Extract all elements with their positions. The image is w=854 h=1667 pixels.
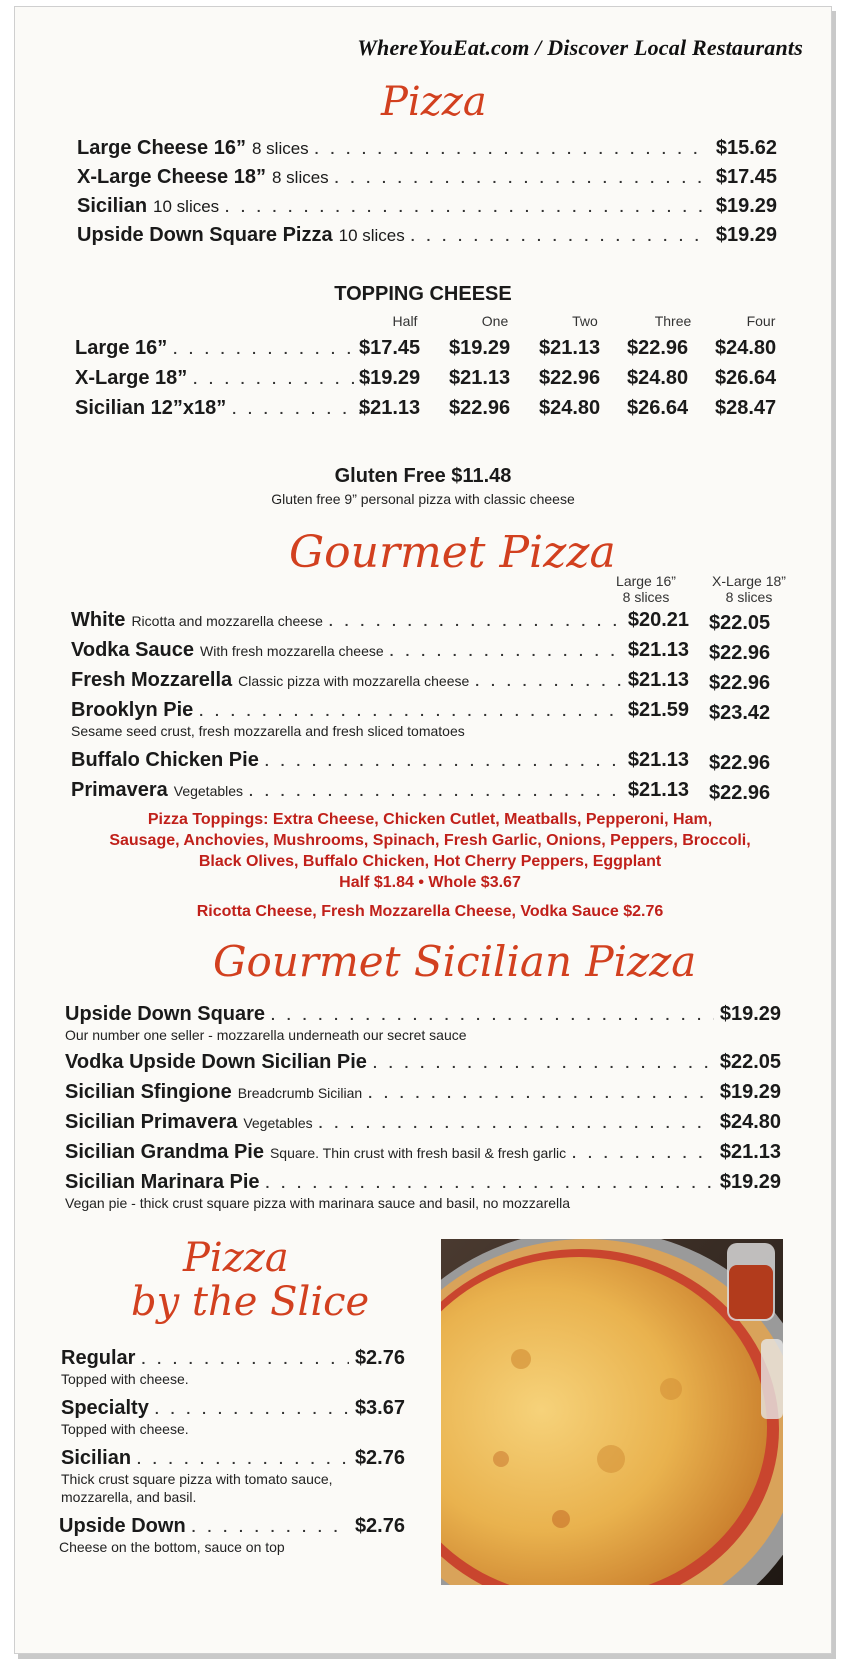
item-price: $15.62	[715, 137, 777, 159]
leader-dots	[265, 753, 622, 769]
item-name: Large Cheese 16”	[77, 137, 246, 159]
item-price: $19.29	[719, 1003, 781, 1025]
column-header: Half	[392, 313, 418, 329]
topping-row	[75, 397, 375, 420]
leader-dots	[411, 228, 710, 244]
item-name: Sicilian Primavera	[65, 1111, 238, 1133]
leader-dots	[319, 1115, 714, 1131]
item-price: $19.29	[715, 195, 777, 217]
item-desc: Classic pizza with mozzarella cheese	[238, 673, 470, 689]
item-name: Buffalo Chicken Pie	[71, 749, 259, 771]
price-one: $19.29	[449, 337, 511, 359]
item-price: $19.29	[715, 224, 777, 246]
topping-cheese-title: TOPPING CHEESE	[334, 283, 512, 305]
item-price-large: $21.13	[627, 639, 689, 661]
price-one: $21.13	[449, 367, 511, 389]
row-name: Large 16”	[75, 337, 168, 359]
item-desc: Ricotta and mozzarella cheese	[131, 613, 323, 629]
item-note: 8 slices	[271, 168, 329, 187]
item-price: $3.67	[354, 1397, 405, 1419]
menu-item	[65, 1111, 781, 1134]
item-name: Specialty	[61, 1397, 149, 1419]
leader-dots	[193, 371, 369, 387]
price-four: $28.47	[715, 397, 777, 419]
item-price-xlarge: $22.96	[709, 782, 771, 804]
item-price: $2.76	[354, 1347, 405, 1369]
menu-item	[77, 137, 777, 160]
item-price-large: $20.21	[627, 609, 689, 631]
item-desc: Square. Thin crust with fresh basil & fresh garlic	[269, 1145, 567, 1161]
item-note: 10 slices	[153, 197, 220, 216]
col-size: X-Large 18”	[712, 573, 786, 589]
item-name: Sicilian Grandma Pie	[65, 1141, 264, 1163]
item-subdesc: Topped with cheese.	[61, 1421, 189, 1437]
item-price-xlarge: $22.96	[709, 642, 771, 664]
slice-title-line1: Pizza	[183, 1235, 289, 1281]
menu-item	[77, 166, 777, 189]
price-two: $24.80	[539, 397, 601, 419]
price-two: $22.96	[539, 367, 601, 389]
column-header: Two	[572, 313, 598, 329]
item-desc: Breadcrumb Sicilian	[237, 1085, 363, 1101]
price-half: $19.29	[359, 367, 421, 389]
item-price-large: $21.59	[627, 699, 689, 721]
item-note: 10 slices	[338, 226, 405, 245]
leader-dots	[315, 141, 710, 157]
gourmet-col-large	[601, 573, 691, 605]
item-name: Vodka Upside Down Sicilian Pie	[65, 1051, 367, 1073]
menu-item	[65, 1141, 781, 1164]
slice-item	[61, 1397, 405, 1420]
price-three: $26.64	[627, 397, 689, 419]
pizza-toppings-note	[45, 809, 815, 893]
leader-dots	[249, 783, 622, 799]
pizza-photo	[441, 1239, 783, 1585]
row-name: X-Large 18”	[75, 367, 188, 389]
leader-dots	[225, 199, 710, 215]
pizza-photo-illustration	[441, 1239, 783, 1585]
item-name: Vodka Sauce	[71, 639, 195, 661]
item-note: 8 slices	[251, 139, 309, 158]
slice-item	[61, 1447, 405, 1470]
column-header: One	[481, 313, 509, 329]
price-half: $17.45	[359, 337, 421, 359]
item-name: Regular	[61, 1347, 136, 1369]
item-name: Upside Down Square	[65, 1003, 266, 1025]
menu-item	[71, 609, 689, 632]
item-subdesc: Sesame seed crust, fresh mozzarella and fresh sliced tomatoes	[71, 723, 465, 739]
price-four: $24.80	[715, 337, 777, 359]
col-slices: 8 slices	[725, 589, 773, 605]
item-name: Sicilian	[77, 195, 148, 217]
item-subdesc: Topped with cheese.	[61, 1371, 189, 1387]
item-subdesc: Our number one seller - mozzarella underneath our secret sauce	[65, 1027, 467, 1043]
item-name: Primavera	[71, 779, 168, 801]
leader-dots	[271, 1007, 714, 1023]
item-name: Brooklyn Pie	[71, 699, 194, 721]
menu-item	[65, 1081, 781, 1104]
item-name: White	[71, 609, 126, 631]
item-price: $21.13	[719, 1141, 781, 1163]
item-price-large: $21.13	[627, 779, 689, 801]
item-name: Upside Down	[59, 1515, 186, 1537]
item-price-large: $21.13	[627, 669, 689, 691]
item-price: $19.29	[719, 1171, 781, 1193]
item-price-xlarge: $23.42	[709, 702, 771, 724]
toppings-line: Pizza Toppings: Extra Cheese, Chicken Cutlet, Meatballs, Pepperoni, Ham,	[147, 811, 713, 828]
menu-item	[71, 699, 689, 722]
extra-toppings-note: Ricotta Cheese, Fresh Mozzarella Cheese, Vodka Sauce $2.76	[196, 903, 664, 920]
item-price: $17.45	[715, 166, 777, 188]
item-subdesc: Vegan pie - thick crust square pizza with marinara sauce and basil, no mozzarella	[65, 1195, 571, 1211]
gourmet-sicilian-title: Gourmet Sicilian Pizza	[213, 937, 697, 986]
item-name: Upside Down Square Pizza	[77, 224, 333, 246]
toppings-line: Sausage, Anchovies, Mushrooms, Spinach, Fresh Garlic, Onions, Peppers, Broccoli,	[109, 832, 751, 849]
topping-row	[75, 367, 375, 390]
pizza-section-title: Pizza	[381, 79, 487, 125]
menu-item	[77, 195, 777, 218]
leader-dots	[192, 1519, 349, 1535]
price-two: $21.13	[539, 337, 601, 359]
leader-dots	[137, 1451, 349, 1467]
menu-item	[65, 1051, 781, 1074]
leader-dots	[199, 703, 622, 719]
item-price: $2.76	[354, 1447, 405, 1469]
column-header: Three	[654, 313, 692, 329]
item-desc: Vegetables	[243, 1115, 313, 1131]
menu-item	[71, 669, 689, 692]
item-price-xlarge: $22.96	[709, 752, 771, 774]
item-price-xlarge: $22.96	[709, 672, 771, 694]
toppings-price: Half $1.84 • Whole $3.67	[339, 874, 521, 891]
price-three: $24.80	[627, 367, 689, 389]
leader-dots	[368, 1085, 714, 1101]
menu-item	[71, 779, 689, 802]
gluten-free-desc: Gluten free 9” personal pizza with classic cheese	[271, 491, 575, 507]
leader-dots	[266, 1175, 714, 1191]
slice-item	[59, 1515, 405, 1538]
price-four: $26.64	[715, 367, 777, 389]
menu-page	[14, 6, 832, 1654]
menu-item	[77, 224, 777, 247]
leader-dots	[335, 170, 710, 186]
price-three: $22.96	[627, 337, 689, 359]
item-subdesc: Thick crust square pizza with tomato sauce,	[61, 1471, 333, 1487]
col-size: Large 16”	[616, 573, 676, 589]
item-price-xlarge: $22.05	[709, 612, 771, 634]
leader-dots	[475, 673, 622, 689]
menu-item	[65, 1171, 781, 1194]
gourmet-pizza-title: Gourmet Pizza	[289, 527, 616, 578]
leader-dots	[155, 1401, 349, 1417]
item-desc: Vegetables	[173, 783, 244, 799]
leader-dots	[329, 613, 622, 629]
leader-dots	[173, 341, 369, 357]
leader-dots	[572, 1145, 714, 1161]
item-name: Sicilian Sfingione	[65, 1081, 232, 1103]
column-header: Four	[746, 313, 776, 329]
menu-item	[65, 1003, 781, 1026]
row-name: Sicilian 12”x18”	[75, 397, 227, 419]
toppings-line: Black Olives, Buffalo Chicken, Hot Cherry Peppers, Eggplant	[198, 853, 662, 870]
item-name: X-Large Cheese 18”	[77, 166, 266, 188]
item-subdesc: mozzarella, and basil.	[61, 1489, 197, 1505]
item-price: $2.76	[354, 1515, 405, 1537]
item-price: $24.80	[719, 1111, 781, 1133]
item-subdesc: Cheese on the bottom, sauce on top	[59, 1539, 285, 1555]
item-name: Sicilian Marinara Pie	[65, 1171, 260, 1193]
item-price: $19.29	[719, 1081, 781, 1103]
slice-item	[61, 1347, 405, 1370]
price-half: $21.13	[359, 397, 421, 419]
leader-dots	[232, 401, 369, 417]
leader-dots	[141, 1351, 348, 1367]
gourmet-col-xlarge	[701, 573, 797, 605]
menu-item	[71, 639, 689, 662]
watermark: WhereYouEat.com / Discover Local Restaurants	[357, 35, 803, 60]
slice-title-line2: by the Slice	[131, 1279, 370, 1325]
gluten-free-title: Gluten Free $11.48	[334, 465, 512, 487]
price-one: $22.96	[449, 397, 511, 419]
topping-row	[75, 337, 375, 360]
item-desc: With fresh mozzarella cheese	[200, 643, 384, 659]
item-price: $22.05	[719, 1051, 781, 1073]
leader-dots	[390, 643, 622, 659]
item-name: Sicilian	[61, 1447, 132, 1469]
item-name: Fresh Mozzarella	[71, 669, 233, 691]
menu-item	[71, 749, 689, 772]
item-price-large: $21.13	[627, 749, 689, 771]
col-slices: 8 slices	[622, 589, 670, 605]
leader-dots	[373, 1055, 714, 1071]
